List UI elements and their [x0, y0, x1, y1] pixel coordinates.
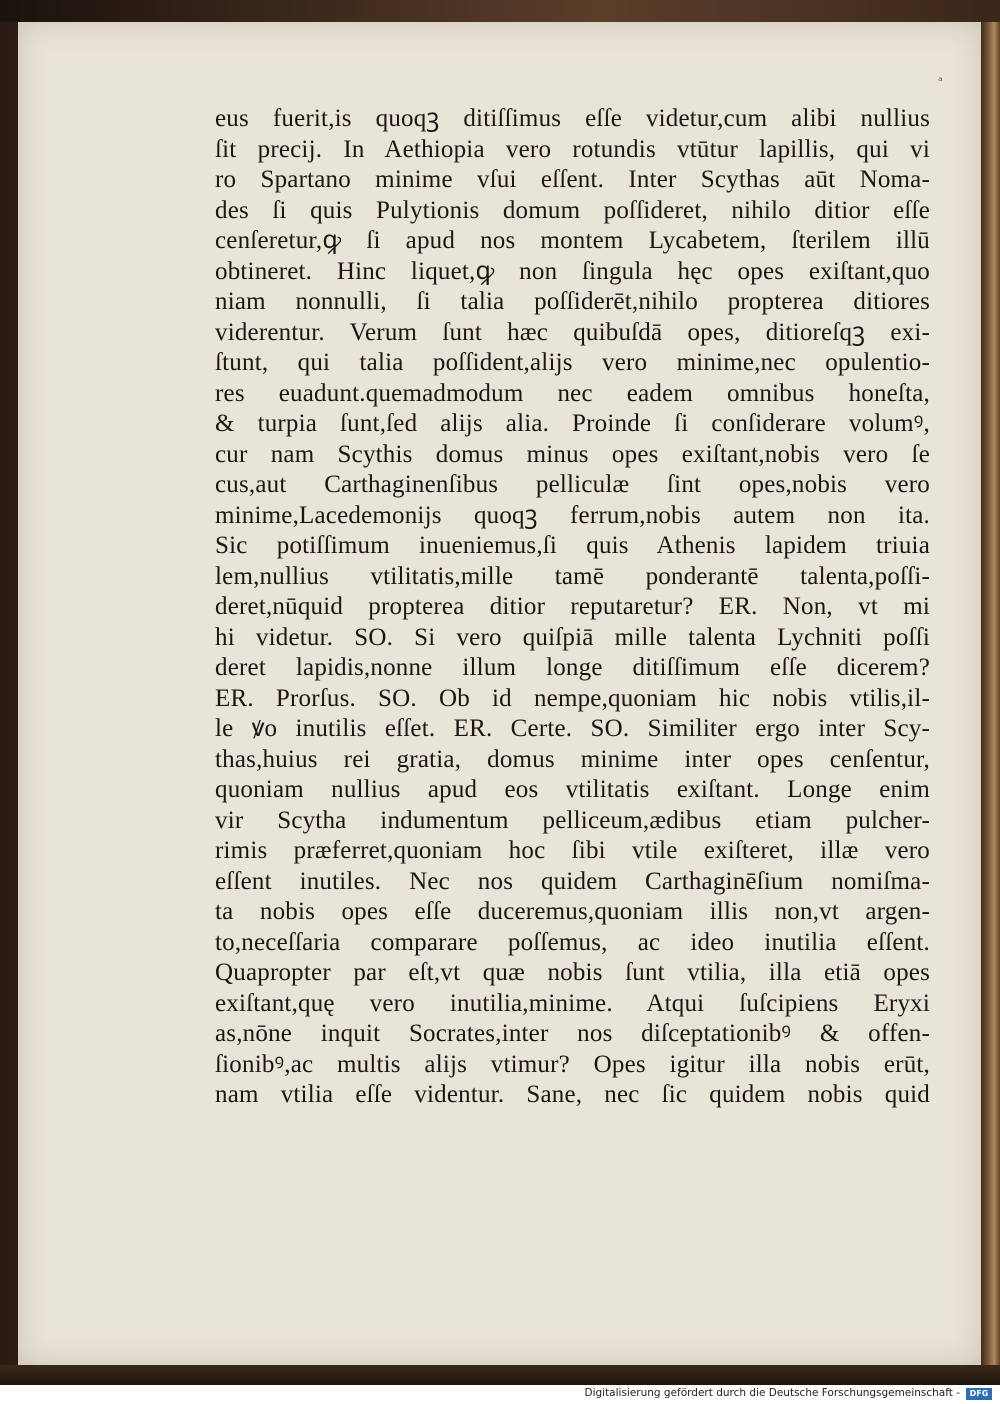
text-line: res euadunt.quemadmodum nec eadem omnibus honeſta, [215, 379, 930, 407]
text-line: & turpia ſunt,ſed alijs alia. Proinde ſi conſiderare volumꝰ, [215, 410, 930, 437]
text-line: eus fuerit,is quoqꝫ ditiſſimus eſſe videtur,cum alibi nullius [215, 105, 930, 132]
text-line: ER. Prorſus. SO. Ob id nempe,quoniam hic nobis vtilis,il- [215, 684, 930, 712]
text-line: eſſent inutiles. Nec nos quidem Carthaginēſium nomiſma- [215, 867, 930, 895]
text-line: cenſeretur,ꝙ ſi apud nos montem Lycabetem, ſterilem illū [215, 227, 930, 254]
text-line: deret lapidis,nonne illum longe ditiſſimum eſſe dicerem? [215, 654, 930, 681]
text-line: to,neceſſaria comparare poſſemus, ac ideo inutilia eſſent. [215, 928, 930, 956]
text-line: ſit precij. In Aethiopia vero rotundis vtūtur lapillis, qui vi [215, 135, 930, 163]
text-line: thas,huius rei gratia, domus minime inter opes cenſentur, [215, 745, 930, 773]
text-line: deret,nūquid propterea ditior reputaretur? ER. Non, vt mi [215, 593, 930, 620]
text-line: ſionibꝰ,ac multis alijs vtimur? Opes igitur illa nobis erūt, [215, 1050, 930, 1078]
text-line: minime,Lacedemonijs quoqꝫ ferrum,nobis autem non ita. [215, 501, 930, 529]
text-line: lem,nullius vtilitatis,mille tamē ponderantē talenta,poſſi- [215, 562, 930, 590]
page-edge [981, 22, 1000, 1365]
text-line: nam vtilia eſſe videntur. Sane, nec ſic quidem nobis quid [215, 1081, 930, 1108]
text-line: niam nonnulli, ſi talia poſſiderēt,nihilo propterea ditiores [215, 288, 930, 315]
text-line: obtineret. Hinc liquet,ꝙ non ſingula hęc opes exiſtant,quo [215, 257, 930, 285]
text-line: des ſi quis Pulytionis domum poſſideret, nihilo ditior eſſe [215, 196, 930, 224]
text-line: rimis præferret,quoniam hoc ſibi vtile exiſteret, illæ vero [215, 837, 930, 864]
text-line: quoniam nullius apud eos vtilitatis exiſtant. Longe enim [215, 776, 930, 803]
text-line: ta nobis opes eſſe duceremus,quoniam illis non,vt argen- [215, 898, 930, 925]
page-text [215, 104, 930, 1111]
text-line: ſtunt, qui talia poſſident,alijs vero minime,nec opulentio- [215, 349, 930, 376]
page-corner-mark: ᵃ [938, 74, 943, 88]
text-line: exiſtant,quę vero inutilia,minime. Atqui ſuſcipiens Eryxi [215, 989, 930, 1017]
text-line: cur nam Scythis domus minus opes exiſtant,nobis vero ſe [215, 440, 930, 468]
funding-credit: Digitalisierung gefördert durch die Deutsche Forschungsgemeinschaft - [584, 1387, 960, 1399]
text-line: hi videtur. SO. Si vero quiſpiā mille talenta Lychniti poſſi [215, 623, 930, 651]
text-line: as,nōne inquit Socrates,inter nos diſceptationibꝰ & offen- [215, 1020, 930, 1047]
text-line: Sic potiſſimum inueniemus,ſi quis Athenis lapidem triuia [215, 532, 930, 559]
footer-bar [0, 1385, 1000, 1404]
scan-bottom-edge [0, 1365, 1000, 1385]
text-line: Quapropter par eſt,vt quæ nobis ſunt vtilia, illa etiā opes [215, 959, 930, 986]
dfg-logo[interactable]: DFG [966, 1388, 992, 1400]
text-line: cus,aut Carthaginenſibus pelliculæ ſint opes,nobis vero [215, 471, 930, 498]
text-line: viderentur. Verum ſunt hæc quibuſdā opes, ditioreſqꝫ exi- [215, 318, 930, 346]
text-line: vir Scytha indumentum pelliceum,ædibus etiam pulcher- [215, 806, 930, 834]
text-line: le ꝟo inutilis eſſet. ER. Certe. SO. Similiter ergo inter Scy- [215, 715, 930, 742]
text-line: ro Spartano minime vſui eſſent. Inter Scythas aūt Noma- [215, 166, 930, 193]
